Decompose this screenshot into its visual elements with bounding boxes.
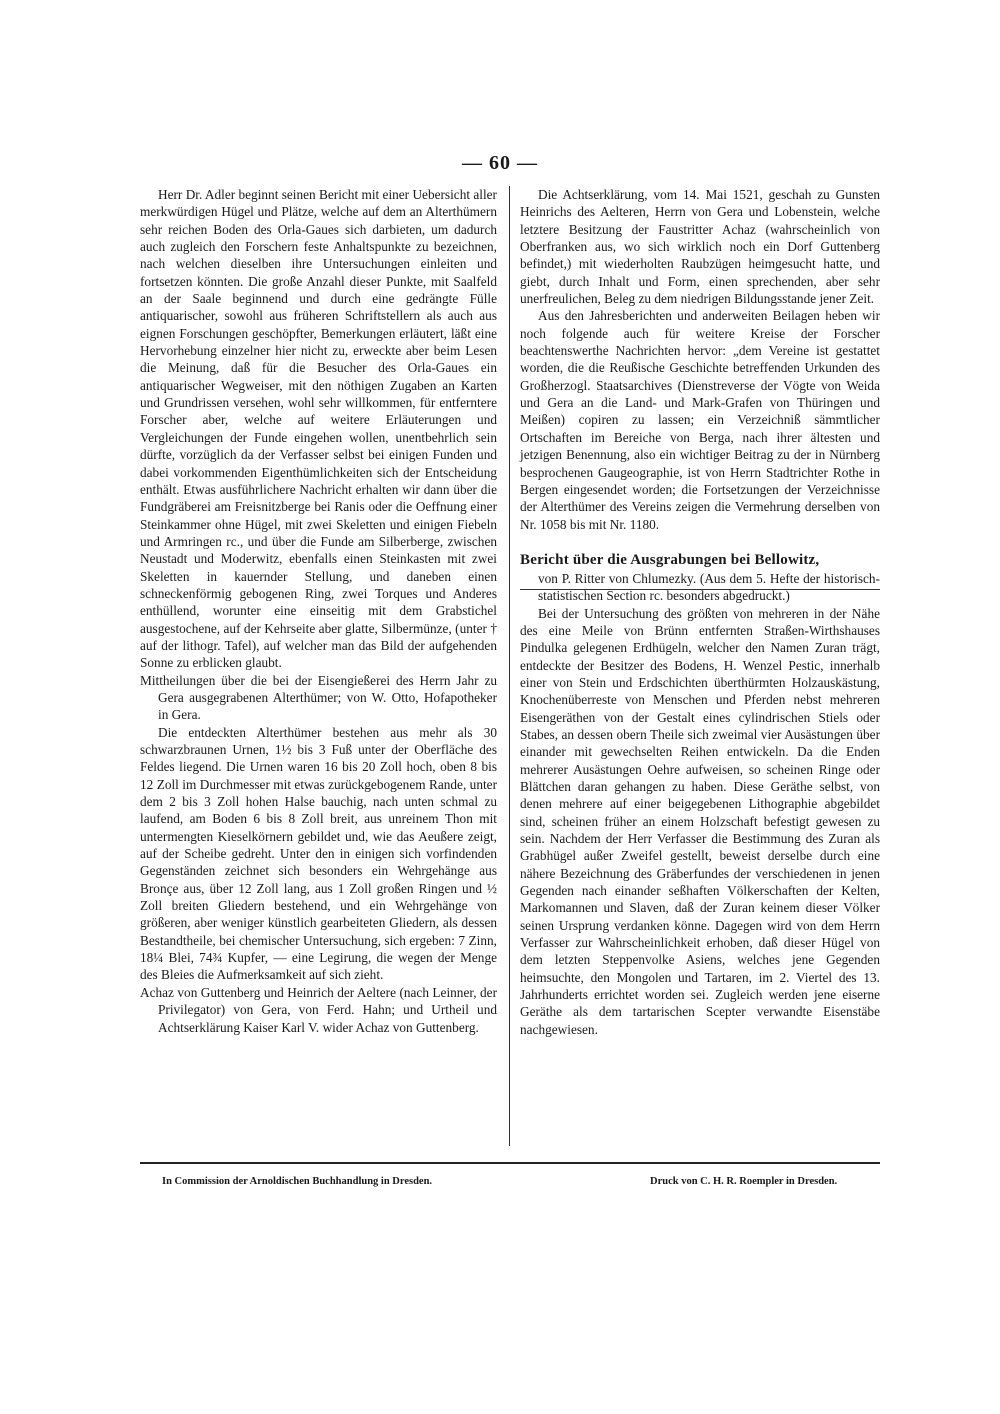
heading-hahn-article: Achaz von Guttenberg und Heinrich der Aeltere (nach Leinner, der Privilegator) von Gera, von Ferd. Hahn; und Urtheil und Achtserklärung Kaiser Karl V. wider Achaz von Guttenberg.	[140, 984, 497, 1035]
column-divider	[509, 186, 510, 1146]
paragraph-urns: Die entdeckten Alterthümer bestehen aus mehr als 30 schwarzbraunen Urnen, 1½ bis 3 Fuß unter der Oberfläche des Feldes liegend. Die Urnen waren 16 bis 20 Zoll hoch, oben 8 bis 12 Zoll im Durchmesser mit etwas zurückgebogenem Rande, unter dem 2 bis 3 Zoll hohen Halse bauchig, nach unten schmal zu laufend, am Boden 6 bis 8 Zoll breit, aus unreinem Thon mit untermengten Kieselkörnern gebildet und, wie das Aeußere zeigt, auf der Scheibe gedreht. Unter den in einigen sich vorfindenden Gegenständen zeichnet sich besonders ein Wehrgehänge aus Bronçe aus, über 12 Zoll lang, aus 1 Zoll großen Ringen und ½ Zoll breiten Gliedern bestehend, und ein Wehrgehänge von größeren, aber weniger künstlich gearbeiteten Gliedern, als dessen Bestandtheile, bei chemischer Untersuchung, sich ergeben: 7 Zinn, 18¼ Blei, 74¾ Kupfer, — eine Legirung, die wegen der Menge des Bleies die Aufmerksamkeit auf sich zieht.	[140, 724, 497, 983]
section-title-bellowitz: Bericht über die Ausgrabungen bei Bellowitz,	[520, 551, 820, 568]
paragraph-zuran: Bei der Untersuchung des größten von mehreren in der Nähe des eine Meile von Brünn entfernten Straßen-Wirthshauses Pindulka gelegenen Erdhügeln, welcher den Namen Zuran trägt, entdeckte der Besitzer des Bodens, H. Wenzel Pestic, innerhalb einer von Stein und Erdschichten überthürmten Holzauskästung, Knochenüberreste von Menschen und Pferden nebst mehreren Eisengeräthen von der Gestalt eines cylindrischen Stiels oder Stabes, an dessen obern Theile sich zweimal vier Ausästungen über einander mit gewechselten Reihen entwickeln. Da die Enden mehrerer Ausästungen Oehre aufweisen, so scheinen Ringe oder Blättchen daran gehangen zu haben. Diese Geräthe selbst, von denen mehrere auf einer beigegebenen Lithographie abgebildet sind, scheinen früher an einem Holzschaft befestigt gewesen zu sein. Nachdem der Herr Verfasser die Bestimmung des Zuran als Grabhügel außer Zweifel gestellt, beweist derselbe durch eine nähere Bezeichnung des Gräberfundes der verschiedenen in jenen Gegenden nach einander seßhaften Völkerschaften der Kelten, Markomannen und Slaven, daß der Zuran keinem dieser Völker seinen Ursprung verdanken könne. Dagegen wird von dem Herrn Verfasser zur Wahrscheinlichkeit erhoben, daß dieser Hügel von dem letzten Steppenvolke Asiens, welches jene Gegenden heimsuchte, den Mongolen und Tartaren, im 2. Viertel des 13. Jahrhunderts errichtet worden sei. Zugleich werden jene eiserne Geräthe als dem tartarischen Scepter verwandte Eisenstäbe nachgewiesen.	[520, 605, 880, 1037]
footer-publisher: In Commission der Arnoldischen Buchhandlung in Dresden.	[162, 1176, 433, 1187]
section-divider	[520, 589, 880, 590]
right-column	[520, 186, 880, 1038]
section-byline: von P. Ritter von Chlumezky. (Aus dem 5. Hefte der historisch-statistischen Section rc. besonders abgedruckt.)	[538, 570, 880, 604]
heading-otto-article: Mittheilungen über die bei der Eisengießerei des Herrn Jahr zu Gera ausgegrabenen Alterthümer; von W. Otto, Hofapotheker in Gera.	[140, 672, 497, 723]
paragraph-achtserklaerung: Die Achtserklärung, vom 14. Mai 1521, geschah zu Gunsten Heinrichs des Aelteren, Herrn von Gera und Lobenstein, welche letztere Besitzung der Faustritter Achaz (wahrscheinlich von Oberfranken aus, wo sich wirklich noch ein Dorf Guttenberg befindet,) mit wiederholten Raubzügen heimgesucht hatte, und giebt, durch Inhalt und Form, einen sprechenden, aber sehr unerfreulichen, Beleg zu dem niedrigen Bildungsstande jener Zeit.	[520, 187, 880, 307]
left-column	[140, 186, 497, 1036]
footer-printer: Druck von C. H. R. Roempler in Dresden.	[650, 1176, 838, 1187]
paragraph-adler-report: Herr Dr. Adler beginnt seinen Bericht mit einer Uebersicht aller merkwürdigen Hügel und Plätze, welche auf dem an Alterthümern sehr reichen Boden des Orla-Gaues sich darbieten, um dadurch auch zugleich den Forschern feste Anhaltspunkte zu bezeichnen, nach welchen dieselben ihre Untersuchungen einleiten und fortsetzen könnten. Die große Anzahl dieser Punkte, mit Saalfeld an der Saale beginnend und durch eine gedrängte Fülle antiquarischer, sowohl aus früheren Schriftstellern als auch aus eignen Forschungen geschöpfter, Bemerkungen erläutert, läßt eine Hervorhebung einzelner hier nicht zu, erweckte aber beim Lesen die Meinung, daß für die Besucher des Orla-Gaues ein antiquarischer Wegweiser, mit den nöthigen Zugaben an Karten und Grundrissen versehen, wohl sehr willkommen, für entferntere Forscher aber, welche auf weitere Erläuterungen und Vergleichungen der Funde eingehen wollen, unentbehrlich sein dürfte, vorzüglich da der Verfasser selbst bei einigen Funden und dabei vorkommenden Eigenthümlichkeiten sich der Entscheidung enthält. Etwas ausführlichere Nachricht erhalten wir dann über die Fundgräberei am Freisnitzberge bei Ranis oder die Oeffnung einer Steinkammer ohne Hügel, mit zwei Skeletten und einigen Fiebeln und Armringen rc., und über die Funde am Silberberge, zwischen Neustadt und Moderwitz, ebenfalls einen Steinkasten mit zwei Skeletten in kauernder Stellung, und daneben einen schneckenförmig gebogenen Ring, zwei Torques und Anderes enthüllend, worunter eine einseitig mit dem Grabstichel ausgestochene, auf der Kehrseite aber glatte, Silbermünze, (unter † auf der lithogr. Tafel), auf welcher man das Bild der aufgehenden Sonne zu erblicken glaubt.	[140, 187, 497, 671]
footer-rule	[140, 1162, 880, 1164]
paragraph-jahresberichte: Aus den Jahresberichten und anderweiten Beilagen heben wir noch folgende auch für weitere Kreise der Forscher beachtenswerthe Nachrichten hervor: „dem Vereine ist gestattet worden, die die Reußische Geschichte betreffenden Urkunden des Großherzogl. Staatsarchives (Dienstreverse der Vögte von Weida und Gera an die Land- und Mark-Grafen von Thüringen und Meißen) copiren zu lassen; ein Verzeichniß sämmtlicher Ortschaften im Bereiche von Berga, nach ihrer ältesten und jetzigen Benennung, also ein wichtiger Beitrag zu der in Nürnberg besprochenen Gaugeographie, ist von Herrn Stadtrichter Rothe in Bergen eingesendet worden; die Fortsetzungen der Verzeichnisse der Alterthümer des Vereins zeigen die Vermehrung derselben von Nr. 1058 bis mit Nr. 1180.	[520, 308, 880, 532]
page-number: — 60 —	[462, 152, 538, 174]
